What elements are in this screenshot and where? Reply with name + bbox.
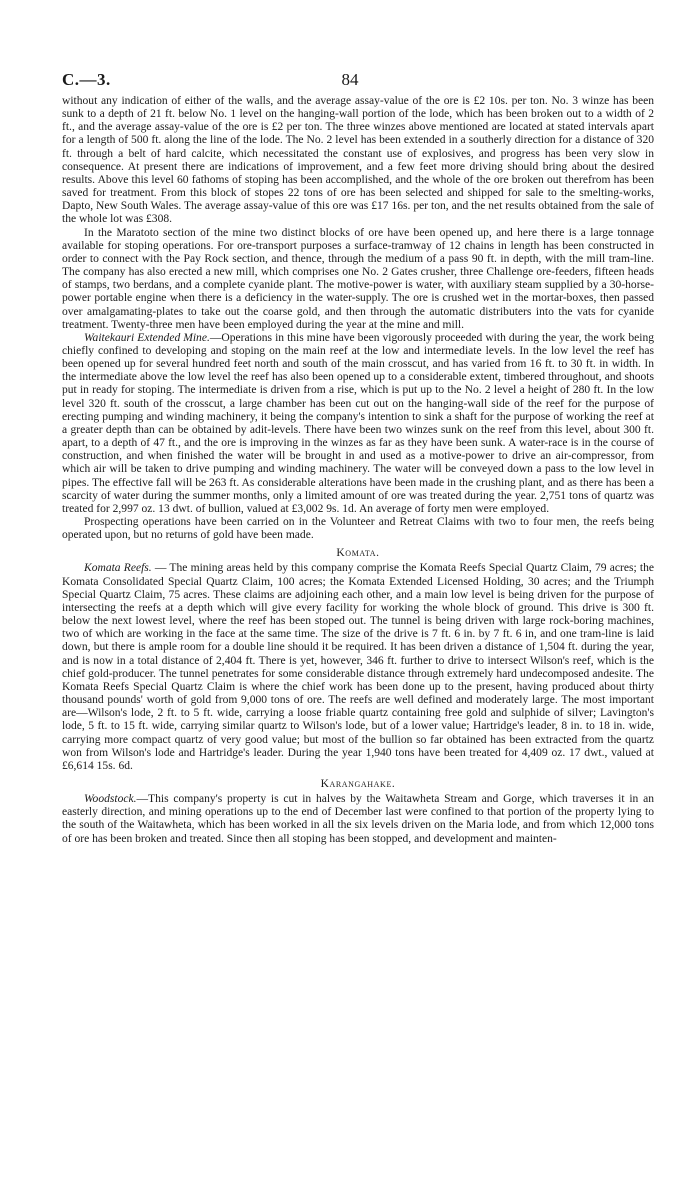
section-heading-karangahake: Karangahake. — [320, 777, 396, 790]
page-number: 84 — [341, 70, 359, 89]
paragraph-title: Waitekauri Extended Mine. — [84, 331, 210, 344]
paragraph-woodstock — [62, 793, 654, 846]
paragraph-maratoto: In the Maratoto section of the mine two distinct blocks of ore have been opened up, and here there is a large tonnage available for stoping operations. For ore-transport purposes a surface-tramway of 12 chains in length has been constructed in order to connect with the Pay Rock section, and thence, through the medium of a pass 90 ft. in depth, with the mill tram-line. The company has also erected a new mill, which comprises one No. 2 Gates crusher, three Challenge ore-feeders, fifteen heads of stamps, two berdans, and a complete cyanide plant. The motive-power is water, with auxiliary steam supplied by a 30-horse-power portable engine when there is a deficiency in the water-supply. The ore is crushed wet in the mortar-boxes, then passed over amalgamating-plates to take out the coarse gold, and then through the automatic distributers into the vats for cyanide treatment. Twenty-three men have been employed during the year at the mine and mill. — [62, 226, 654, 331]
page-header — [62, 70, 638, 90]
paragraph-continued: without any indication of either of the walls, and the average assay-value of the ore is £2 10s. per ton. No. 3 winze has been sunk to a depth of 21 ft. below No. 1 level on the hanging-wall portion of the lode, which has been broken out to a width of 2 ft., and the average assay-value of the ore is £2 per ton. The three winzes above mentioned are located at stated intervals apart for a length of 500 ft. along the line of the lode. The No. 2 level has been extended in a southerly direction for a distance of 320 ft. through a belt of hard calcite, which necessitated the constant use of explosives, and progress has been very slow in consequence. At present there are indications of improvement, and a few feet more driving should bring about the desired results. Above this level 60 fathoms of stoping has been accomplished, and the whole of the ore broken out therefrom has been saved for treatment. From this block of stopes 22 tons of ore has been selected and shipped for sale to the smelting-works, Dapto, New South Wales. The average assay-value of this ore was £17 16s. per ton, and the net results obtained from the sale of the whole lot was £308. — [62, 95, 654, 226]
document-reference: C.—3. — [62, 70, 111, 89]
body-text — [62, 95, 654, 846]
paragraph-komata-reefs — [62, 562, 654, 773]
paragraph-body: — The mining areas held by this company comprise the Komata Reefs Special Quartz Claim, 79 acres; the Komata Consolidated Special Quartz Claim, 100 acres; the Komata Extended Licensed Holding, 30 acres; and the Triumph Special Quartz Claim, 75 acres. These claims are adjoining each other, and a main low level is being driven for the purpose of intersecting the reefs at a depth which will give every facility for working the whole block of ground. This drive is 300 ft. below the next lowest level, where the reef has been stoped out. The tunnel is being driven with large rock-boring machines, two of which are working in the face at the same time. The size of the drive is 7 ft. 6 in. by 7 ft. 6 in, and one tram-line is laid down, but there is ample room for a double line should it be required. It has been driven a distance of 1,504 ft. during the year, and is now in a total distance of 2,404 ft. There is yet, however, 346 ft. further to drive to intersect Wilson's reef, which is the chief gold-producer. The tunnel penetrates for some considerable distance through extremely hard undecomposed andesite. The Komata Reefs Special Quartz Claim is where the chief work has been done up to the present, having produced about thirty thousand pounds' worth of gold from 9,000 tons of ore. The reefs are well defined and moderately large. The most important are—Wilson's lode, 2 ft. to 5 ft. wide, carrying a loose friable quartz containing free gold and sulphide of silver; Lavington's lode, 5 ft. to 15 ft. wide, carrying similar quartz to Wilson's lode, but of a lower value; Hartridge's leader, 8 in. to 18 in. wide, carrying more compact quartz of very good value; but most of the bullion so far obtained has been extracted from the quartz won from Wilson's lode and Hartridge's leader. During the year 1,940 tons have been treated for 4,409 oz. 17 dwt., valued at £6,614 15s. 6d. — [62, 562, 654, 772]
paragraph-prospecting: Prospecting operations have been carried on in the Volunteer and Retreat Claims with two to four men, the reefs being operated upon, but no returns of gold have been made. — [62, 516, 654, 542]
paragraph-waitekauri — [62, 332, 654, 516]
paragraph-title: Woodstock. — [84, 793, 137, 806]
paragraph-body: —Operations in this mine have been vigorously proceeded with during the year, the work being chiefly confined to developing and stoping on the main reef at the low and intermediate levels. In the low level the reef has been opened up for several hundred feet north and south of the main crosscut, and has varied from 16 ft. to 30 ft. in width. In the intermediate above the low level the reef has also been opened up to a considerable extent, timbered throughout, and shoots put in ready for stoping. The intermediate is driven from a rise, which is put up to the No. 2 level a height of 280 ft. In the low level 320 ft. south of the crosscut, a large chamber has been cut out on the hanging-wall side of the reef for the purpose of erecting pumping and winding machinery, it being the company's intention to sink a shaft for the purpose of working the reef at a greater depth than can be obtained by adit-levels. There have been two winzes sunk on the reef from this level, about 300 ft. apart, to a depth of 47 ft., and the ore is improving in the winzes as far as they have been sunk. A water-race is in the course of construction, and when finished the water will be brought in and used as a motive-power to drive an air-compressor, from which air will be taken to drive pumping and winding machinery. The water will be conveyed down a pass to the low level in pipes. The effective fall will be 263 ft. As considerable alterations have been made in the crushing plant, and as there has been a scarcity of water during the summer months, only a limited amount of ore was treated during the year. 2,751 tons of quartz was treated for 2,997 oz. 13 dwt. of bullion, valued at £3,002 9s. 1d. An average of forty men were employed. — [62, 331, 654, 515]
paragraph-title: Komata Reefs. — [84, 562, 152, 575]
section-heading-komata: Komata. — [336, 547, 380, 560]
paragraph-body: —This company's property is cut in halves by the Waitawheta Stream and Gorge, which traverses it in an easterly direction, and mining operations up to the end of December last were confined to that portion of the property lying to the south of the Waitawheta, which has been worked in all the six levels driven on the Maria lode, and from which 12,000 tons of ore has been broken and treated. Since then all stoping has been stopped, and development and mainten- — [62, 793, 654, 845]
